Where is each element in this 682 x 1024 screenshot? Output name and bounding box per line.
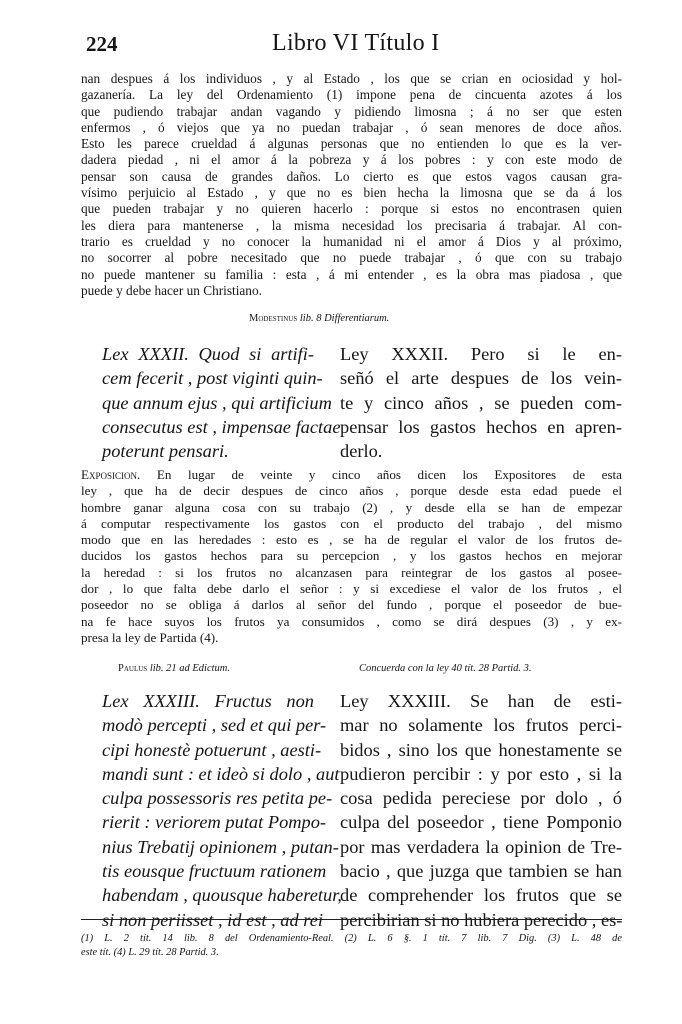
text-line: presa la ley de Partida (4). bbox=[81, 629, 219, 645]
running-header bbox=[0, 30, 682, 62]
latin-line: nius Trebatij opinionem , putan- bbox=[102, 836, 339, 857]
text-line: ducidos los gastos hechos para su percepcion , y los gastos hechos en mejorar bbox=[81, 548, 622, 564]
spanish-line: percibirian si no hubiera perecido , es- bbox=[340, 909, 623, 930]
spanish-line: de comprehender los frutos que se bbox=[340, 885, 622, 906]
spanish-line: Ley XXXIII. Se han de esti- bbox=[340, 691, 622, 711]
ley-33-spanish bbox=[340, 689, 622, 932]
spanish-line: mar no solamente los frutos perci- bbox=[340, 715, 622, 736]
text-line: gazanería. La ley del Ordenamiento (1) impone pena de cincuenta azotes á los bbox=[81, 87, 622, 103]
text-line: dadera piedad , ni el amor á la pobreza y á los pobres : y con este modo de bbox=[81, 152, 622, 168]
footnotes bbox=[81, 932, 622, 960]
citation-author: Paulus bbox=[118, 663, 148, 674]
footnote-divider bbox=[81, 919, 622, 920]
text-line: enfermos , ó viejos que ya no puedan trabajar , ó sean menores de doce años. bbox=[81, 119, 622, 135]
latin-line: Lex XXXIII. Fructus non bbox=[102, 691, 314, 711]
spanish-line: te y cinco años , se pueden com- bbox=[340, 392, 622, 413]
exposicion-paragraph bbox=[81, 467, 622, 646]
spanish-line: derlo. bbox=[340, 441, 383, 462]
text-line: que pueden trabajar y no quieren hacerlo : porque si estos no encontrasen quien bbox=[81, 201, 622, 217]
text-line: na fe hace suyos los frutos ya consumidos , como se dirá despues (3) , y ex- bbox=[81, 613, 622, 629]
lex-32-latin bbox=[102, 342, 341, 463]
text-line: poseedor no se obliga á darlos al señor del fundo , porque el poseedor de bue- bbox=[81, 597, 622, 613]
text-line bbox=[81, 467, 622, 483]
footnote-line: este tít. (4) L. 29 tít. 28 Partid. 3. bbox=[81, 947, 219, 958]
latin-line: mandi sunt : et ideò si dolo , aut bbox=[102, 763, 340, 784]
citation-concuerda: Concuerda con la ley 40 tít. 28 Partid. 3. bbox=[359, 663, 532, 674]
exposicion-label: Exposicion. bbox=[81, 467, 141, 482]
latin-line: modò percepti , sed et qui per- bbox=[102, 715, 327, 736]
text-line: nan despues á los individuos , y al Estado , los que se crian en ociosidad y hol- bbox=[81, 71, 622, 86]
lex-33-latin bbox=[102, 689, 342, 932]
latin-line: Lex XXXII. Quod si artifi- bbox=[102, 344, 314, 364]
citation-paulus bbox=[118, 663, 230, 674]
latin-line: que annum ejus , qui artificium bbox=[102, 392, 332, 413]
spanish-line: señó el arte despues de los vein- bbox=[340, 368, 622, 389]
latin-line: tis eousque fructuum rationem bbox=[102, 861, 327, 882]
spanish-line: pudieron percibir : y por esto , si la bbox=[340, 763, 622, 784]
exposicion-text: En lugar de veinte y cinco años dicen los Expositores de esta bbox=[156, 467, 622, 482]
text-line: hombre ganar alguna cosa con su trabajo (2) , y desde ella se han de empezar bbox=[81, 499, 622, 515]
spanish-line: bidos , sino los que honestamente se bbox=[340, 739, 622, 760]
footnote-line: (1) L. 2 tít. 14 lib. 8 del Ordenamiento-Real. (2) L. 6 §. 1 tít. 7 lib. 7 Dig. (3) L. 48 de bbox=[81, 933, 622, 944]
text-line: ley , que ha de decir despues de cinco años , porque desde esta edad puede el bbox=[81, 483, 622, 499]
latin-line: cipi honestè potuerunt , aesti- bbox=[102, 739, 322, 760]
page-number: 224 bbox=[86, 32, 118, 56]
text-line: no socorrer al pobre necesitado que no puede trabajar , ó que con su trabajo bbox=[81, 250, 622, 266]
latin-line: consecutus est , impensae factae bbox=[102, 416, 341, 437]
text-line: les diera para mantenerse , la misma necesidad los precisaria á trabajar. Al con- bbox=[81, 217, 622, 233]
spanish-line: por mas verdadera la opinion de Tre- bbox=[340, 836, 622, 857]
spanish-line: bacio , que juzga que tambien se han bbox=[340, 861, 622, 882]
text-line: no puede mantener su familia : esta , á mi entender , es la obra mas piadosa , que bbox=[81, 266, 622, 282]
latin-line: poterunt pensari. bbox=[102, 441, 229, 462]
intro-paragraph bbox=[81, 71, 622, 299]
latin-line: habendam , quousque haberetur, bbox=[102, 885, 342, 906]
text-line: dor , lo que falta debe darlo el señor : y si excediese el valor de los frutos , el bbox=[81, 581, 622, 597]
spanish-line: Ley XXXII. Pero si le en- bbox=[340, 344, 622, 364]
citation-reference: lib. 8 Differentiarum. bbox=[299, 313, 390, 324]
latin-line: rierit : veriorem putat Pompo- bbox=[102, 812, 327, 833]
spanish-line: culpa del poseedor , tiene Pomponio bbox=[340, 812, 622, 833]
citation-reference: lib. 21 ad Edictum. bbox=[149, 663, 231, 674]
ley-32-spanish bbox=[340, 342, 622, 463]
latin-line: si non periisset , id est , ad rei bbox=[102, 909, 324, 930]
text-line: trario es crueldad y no conocer la humanidad ni el amor á Dios y al próximo, bbox=[81, 233, 622, 249]
text-line: la heredad : si los frutos no alcanzasen para reintegrar de los gastos al posee- bbox=[81, 564, 622, 580]
text-line: vísimo perjuicio al Estado , y que no es bien hecha la limosna que se da á los bbox=[81, 185, 622, 201]
text-line: puede y debe hacer un Christiano. bbox=[81, 282, 262, 298]
latin-line: cem fecerit , post viginti quin- bbox=[102, 368, 323, 389]
spanish-line: cosa pedida pereciese por dolo , ó bbox=[340, 788, 622, 809]
text-line: que pudiendo trabajar andan vagando y pidiendo limosna ; á no ser que esten bbox=[81, 103, 622, 119]
spanish-line: pensar los gastos hechos en apren- bbox=[340, 416, 622, 437]
citation-modestinus bbox=[249, 313, 389, 324]
text-line: modo que en las heredades : esto es , se ha de regular el valor de los frutos de- bbox=[81, 532, 622, 548]
text-line: á computar respectivamente los gastos con el producto del trabajo , del mismo bbox=[81, 515, 622, 531]
citation-author: Modestinus bbox=[249, 313, 298, 324]
text-line: pensar son causa de grandes daños. Lo cierto es que estos vagos causan gra- bbox=[81, 168, 622, 184]
running-head-title: Libro VI Título I bbox=[272, 30, 440, 56]
latin-line: culpa possessoris res petita pe- bbox=[102, 788, 333, 809]
text-line: Esto les parece crueldad á algunas personas que no entienden lo que es la ver- bbox=[81, 136, 622, 152]
